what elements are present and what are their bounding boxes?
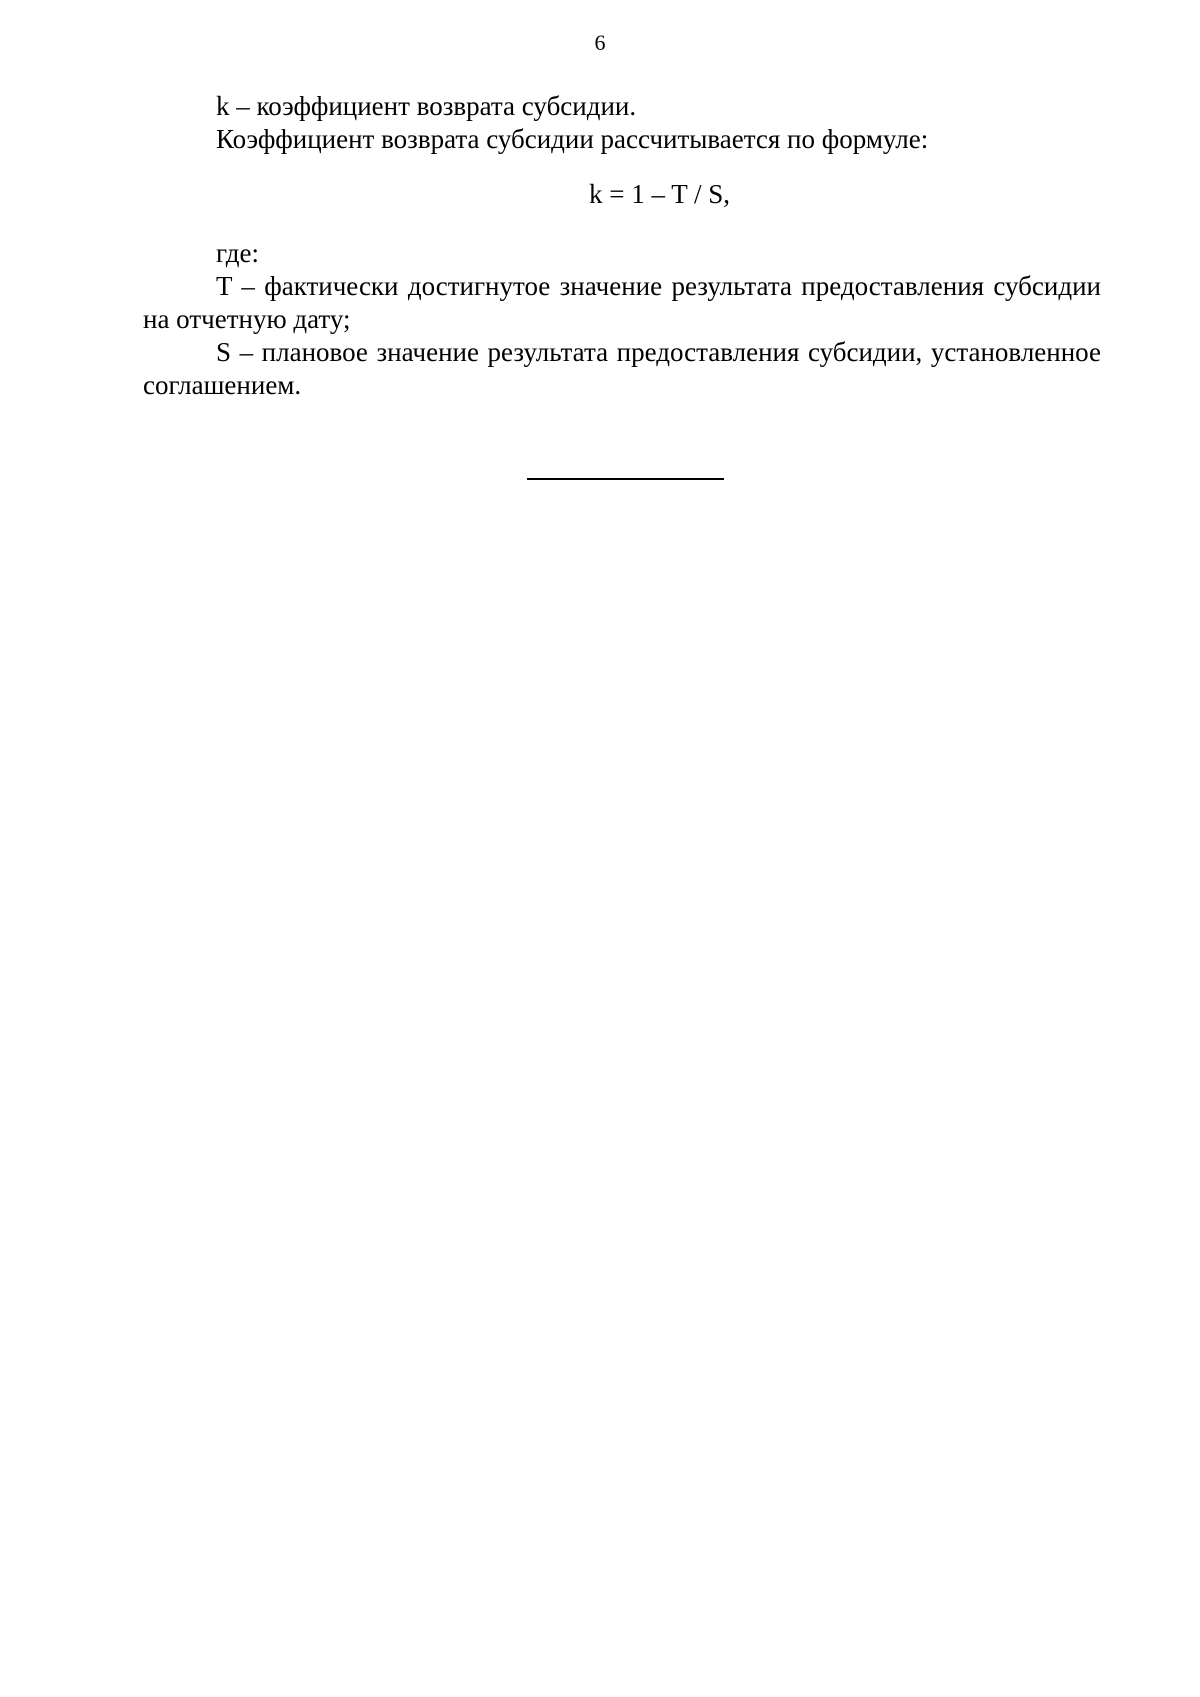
page-number: 6 [594,30,606,55]
end-of-document-line [527,478,724,480]
where-label: где: [216,238,259,268]
t-definition: T – фактически достигнутое значение результата предоставления субсидии на отчетную дату; [143,271,1101,334]
formula-intro: Коэффициент возврата субсидии рассчитывается по формуле: [216,124,929,154]
s-definition: S – плановое значение результата предоставления субсидии, установленное соглашением. [143,337,1101,400]
document-body [143,90,1101,402]
formula-spacer [143,211,1101,237]
k-definition: k – коэффициент возврата субсидии. [216,91,637,121]
formula: k = 1 – T / S, [588,179,730,209]
